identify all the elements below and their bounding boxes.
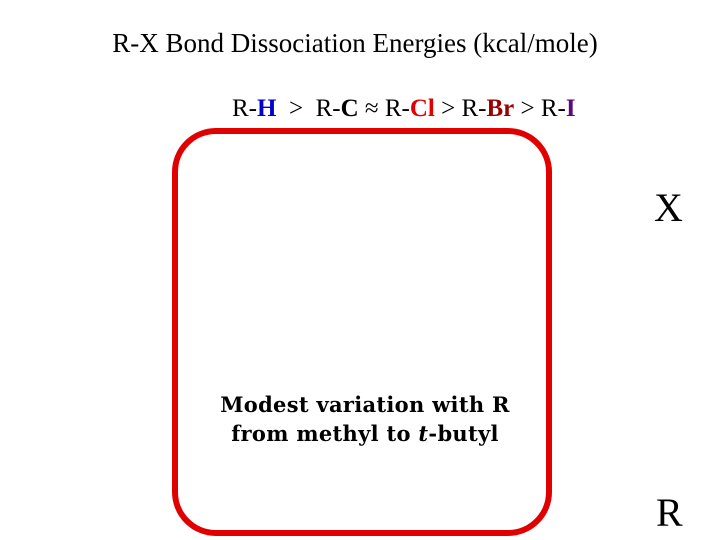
trend-term-br: R-Br bbox=[461, 95, 515, 122]
trend-term-h: R-H bbox=[232, 95, 277, 122]
variation-note bbox=[200, 390, 530, 448]
relation-greater-2: > bbox=[441, 95, 456, 122]
column-label-x: X bbox=[654, 185, 683, 230]
note-line-2: from methyl to t-butyl bbox=[231, 421, 499, 446]
slide-title: R-X Bond Dissociation Energies (kcal/mole) bbox=[112, 28, 598, 58]
trend-term-c: R-C bbox=[315, 95, 359, 122]
table-highlight-frame bbox=[172, 128, 552, 536]
row-label-r: R bbox=[656, 490, 683, 535]
trend-term-cl: R-Cl bbox=[384, 95, 435, 122]
relation-greater-3: > bbox=[520, 95, 535, 122]
bond-strength-trend bbox=[232, 95, 576, 123]
trend-term-i: R-I bbox=[540, 95, 576, 122]
relation-greater-1: > bbox=[288, 95, 304, 122]
note-line-1: Modest variation with R bbox=[220, 392, 510, 417]
relation-approx: ≈ bbox=[364, 95, 379, 122]
